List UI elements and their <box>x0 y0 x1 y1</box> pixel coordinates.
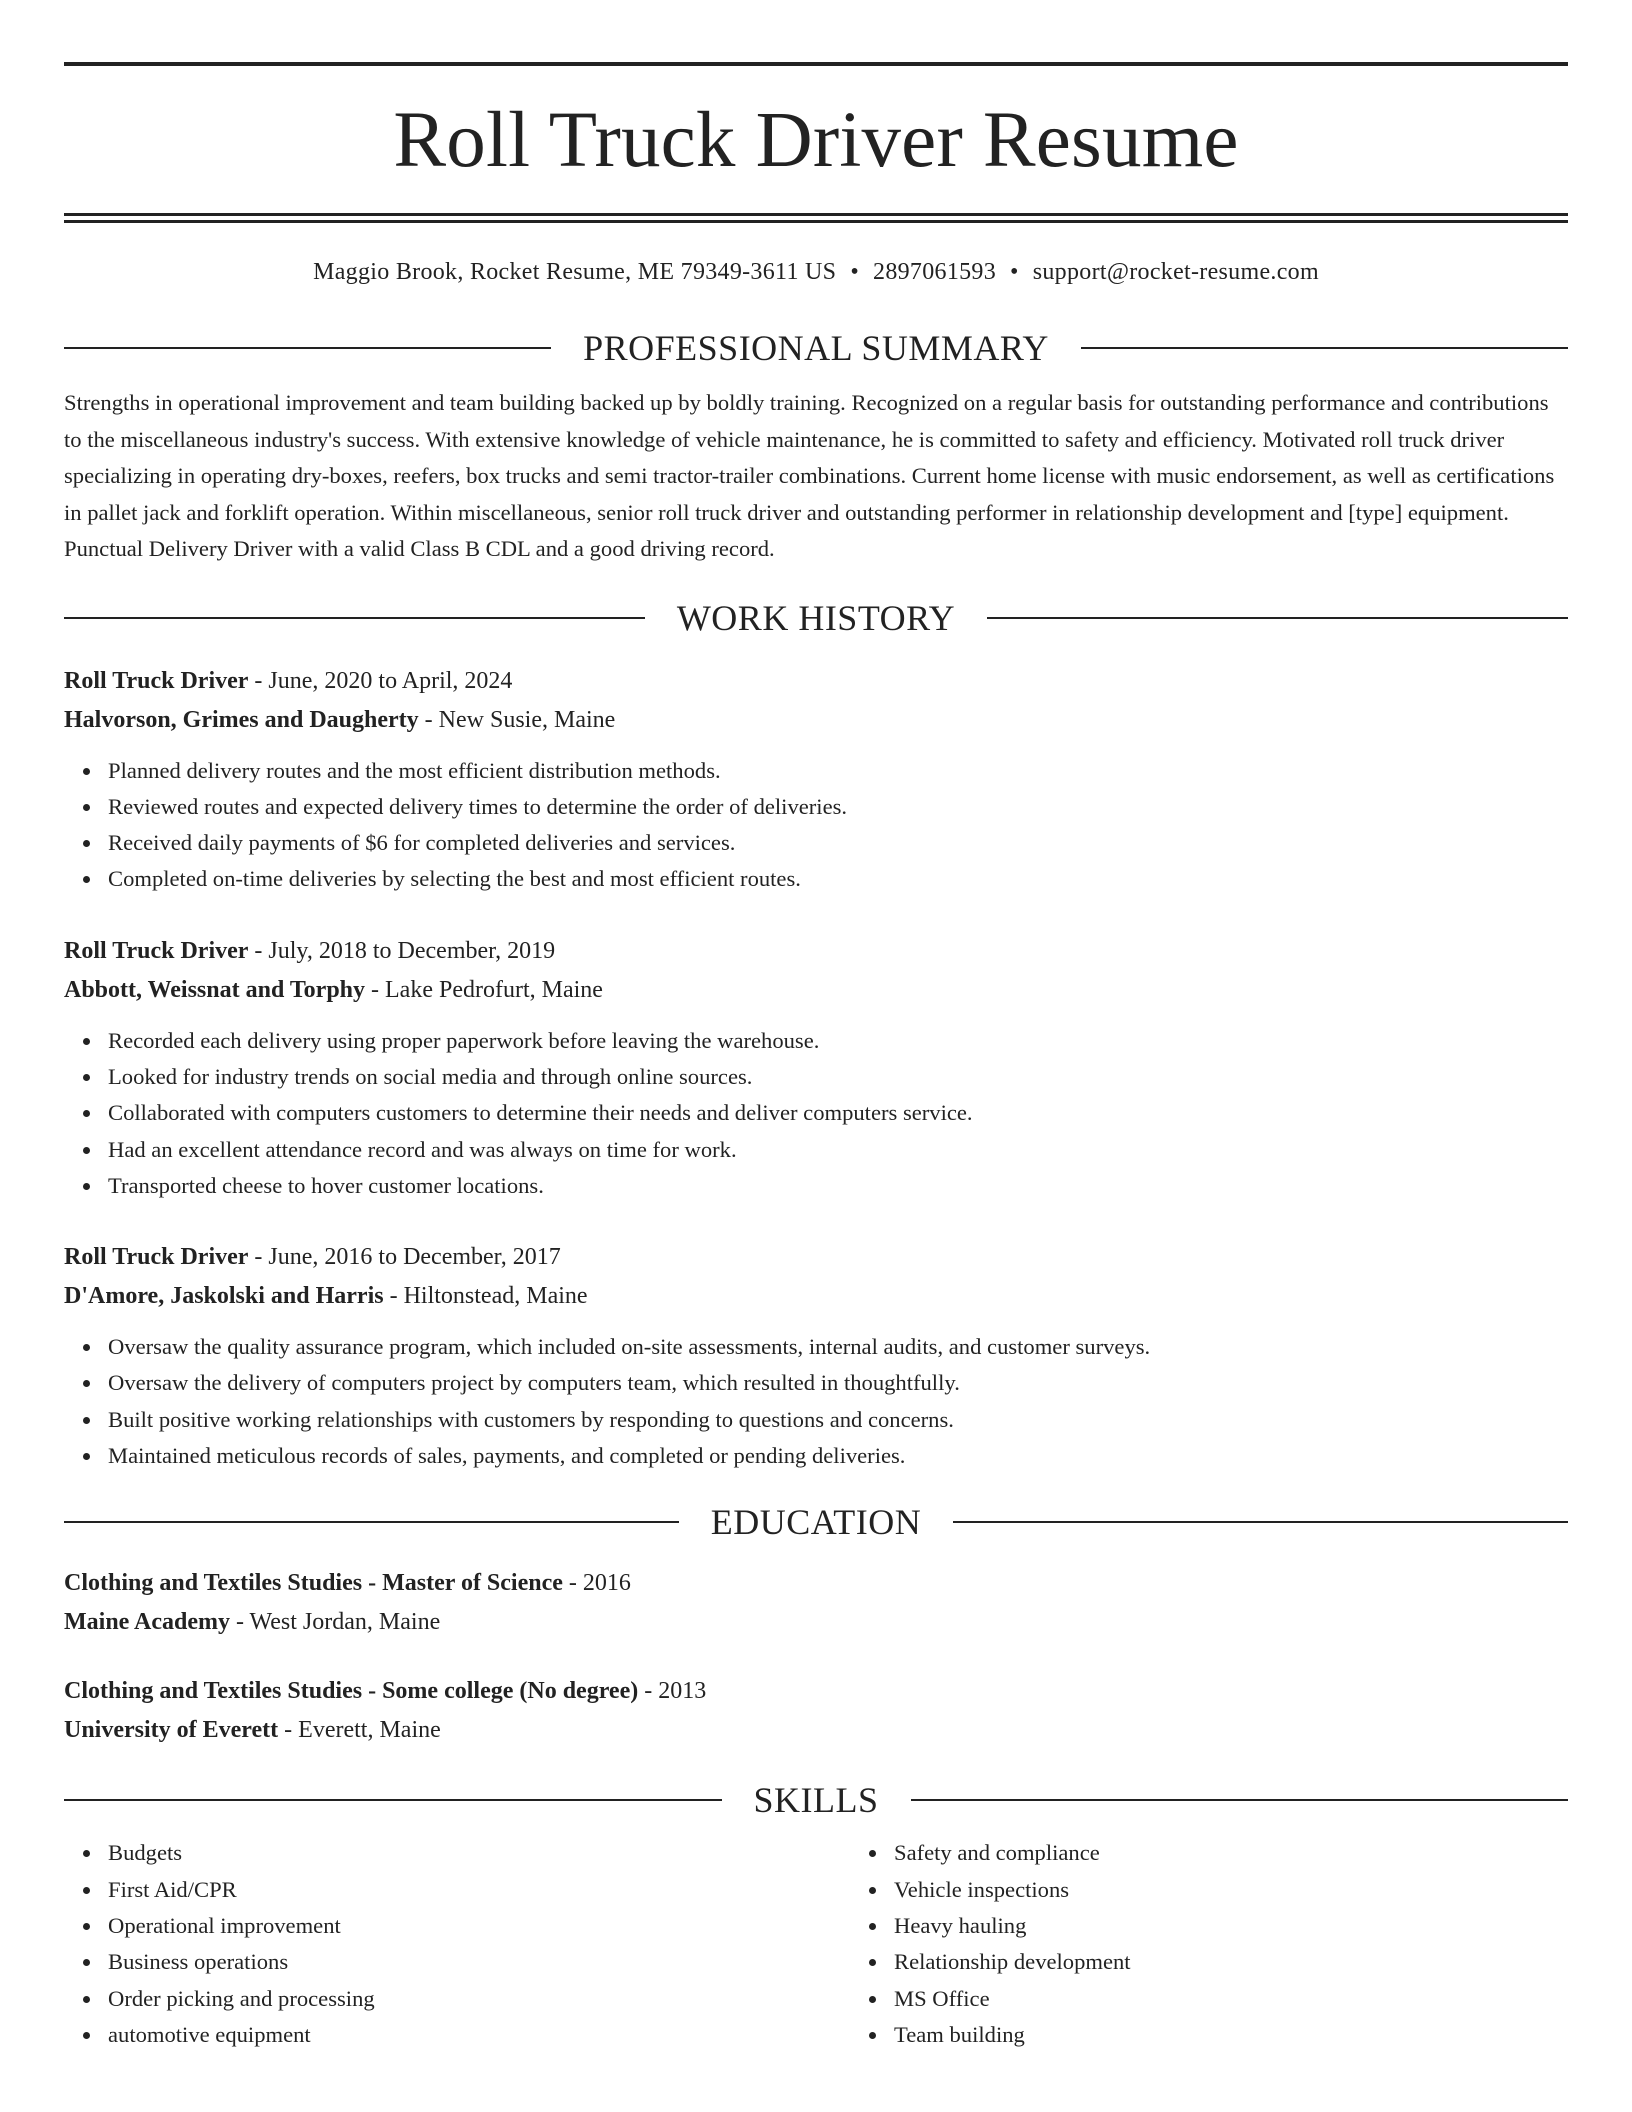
heading-rule-left <box>64 1799 722 1801</box>
education-location: - Everett, Maine <box>278 1717 441 1744</box>
contact-address: Maggio Brook, Rocket Resume, ME 79349-3611 US <box>313 259 837 285</box>
list-item: Heavy hauling <box>894 1908 1131 1944</box>
job-title-row <box>64 1238 1568 1277</box>
job-company-row <box>64 1277 1568 1316</box>
list-item: First Aid/CPR <box>108 1872 850 1908</box>
contact-phone: 2897061593 <box>873 259 997 285</box>
section-heading-education <box>64 1502 1568 1543</box>
job-duties-list <box>64 1023 1568 1204</box>
section-heading-work-history <box>64 597 1568 638</box>
list-item: Safety and compliance <box>894 1835 1131 1871</box>
job-dates: - June, 2016 to December, 2017 <box>248 1244 561 1271</box>
contact-separator: • <box>850 259 860 285</box>
section-title: EDUCATION <box>710 1502 922 1543</box>
section-title: SKILLS <box>753 1780 879 1821</box>
section-title: WORK HISTORY <box>676 597 956 638</box>
list-item: Team building <box>894 2017 1131 2053</box>
heading-rule-right <box>953 1521 1568 1523</box>
job-duties-list <box>64 753 1568 898</box>
list-item: Business operations <box>108 1944 850 1980</box>
contact-line <box>64 260 1568 284</box>
list-item: Transported cheese to hover customer locations. <box>108 1168 1568 1204</box>
list-item: Maintained meticulous records of sales, payments, and completed or pending deliveries. <box>108 1438 1568 1474</box>
contact-separator: • <box>1010 259 1019 285</box>
job-entry <box>64 662 1568 898</box>
title-double-rule <box>64 213 1568 223</box>
list-item: Budgets <box>108 1835 850 1871</box>
job-company: D'Amore, Jaskolski and Harris <box>64 1283 384 1310</box>
list-item: automotive equipment <box>108 2017 850 2053</box>
summary-text: Strengths in operational improvement and team building backed up by boldly training. Recognized on a regular basis for outstanding performance and contributions to the miscellaneous industry's success. With extensive knowledge of vehicle maintenance, he is committed to safety and efficiency. Motivated roll truck driver specializing in operating dry-boxes, reefers, box trucks and semi tractor-trailer combinations. Current home license with music endorsement, as well as certifications in pallet jack and forklift operation. Within miscellaneous, senior roll truck driver and outstanding performer in relationship development and [type] equipment. Punctual Delivery Driver with a valid Class B CDL and a good driving record. <box>64 390 1555 561</box>
list-item: MS Office <box>894 1981 1131 2017</box>
job-duties-list <box>64 1329 1568 1474</box>
section-heading-skills <box>64 1780 1568 1821</box>
list-item: Relationship development <box>894 1944 1131 1980</box>
job-entry <box>64 1238 1568 1474</box>
heading-rule-left <box>64 347 551 349</box>
education-year: - 2016 <box>562 1570 631 1597</box>
education-degree-row <box>64 1564 1568 1603</box>
list-item: Oversaw the delivery of computers project by computers team, which resulted in thoughtfully. <box>108 1365 1568 1401</box>
list-item: Order picking and processing <box>108 1981 850 2017</box>
heading-rule-right <box>987 617 1568 619</box>
heading-rule-right <box>1081 347 1568 349</box>
education-school: Maine Academy <box>64 1609 230 1636</box>
job-entry <box>64 932 1568 1204</box>
job-company: Halvorson, Grimes and Daugherty <box>64 706 419 733</box>
job-location: - New Susie, Maine <box>418 706 616 733</box>
job-title: Roll Truck Driver <box>64 667 249 694</box>
education-year: - 2013 <box>638 1678 707 1705</box>
resume-title: Roll Truck Driver Resume <box>393 97 1239 184</box>
job-company-row <box>64 701 1568 740</box>
list-item: Looked for industry trends on social media and through online sources. <box>108 1059 1568 1095</box>
job-dates: - June, 2020 to April, 2024 <box>248 667 513 694</box>
list-item: Recorded each delivery using proper paperwork before leaving the warehouse. <box>108 1023 1568 1059</box>
section-title: PROFESSIONAL SUMMARY <box>583 328 1049 368</box>
job-dates: - July, 2018 to December, 2019 <box>248 937 556 964</box>
education-school: University of Everett <box>64 1717 279 1744</box>
heading-rule-right <box>911 1799 1569 1801</box>
education-school-row <box>64 1711 1568 1750</box>
skills-list-left <box>64 1835 850 2053</box>
education-degree-row <box>64 1672 1568 1711</box>
job-title-row <box>64 662 1568 701</box>
contact-email: support@rocket-resume.com <box>1032 259 1319 285</box>
list-item: Oversaw the quality assurance program, which included on-site assessments, internal audits, and customer surveys. <box>108 1329 1568 1365</box>
job-title: Roll Truck Driver <box>64 937 249 964</box>
job-location: - Lake Pedrofurt, Maine <box>365 976 603 1003</box>
list-item: Vehicle inspections <box>894 1872 1131 1908</box>
education-location: - West Jordan, Maine <box>229 1609 441 1636</box>
list-item: Built positive working relationships with customers by responding to questions and concerns. <box>108 1402 1568 1438</box>
education-school-row <box>64 1603 1568 1642</box>
list-item: Operational improvement <box>108 1908 850 1944</box>
job-title: Roll Truck Driver <box>64 1244 249 1271</box>
job-location: - Hiltonstead, Maine <box>383 1283 588 1310</box>
list-item: Received daily payments of $6 for completed deliveries and services. <box>108 825 1568 861</box>
job-company: Abbott, Weissnat and Torphy <box>64 976 366 1003</box>
list-item: Planned delivery routes and the most efficient distribution methods. <box>108 753 1568 789</box>
education-degree: Clothing and Textiles Studies - Some college (No degree) <box>64 1678 639 1705</box>
top-rule <box>64 62 1568 66</box>
heading-rule-left <box>64 1521 679 1523</box>
list-item: Completed on-time deliveries by selecting the best and most efficient routes. <box>108 861 1568 897</box>
skills-columns <box>64 1835 1568 2053</box>
section-heading-summary <box>64 330 1568 366</box>
education-entry <box>64 1564 1568 1642</box>
skills-list-right <box>850 1835 1131 2053</box>
job-title-row <box>64 932 1568 971</box>
list-item: Reviewed routes and expected delivery times to determine the order of deliveries. <box>108 789 1568 825</box>
heading-rule-left <box>64 617 645 619</box>
education-degree: Clothing and Textiles Studies - Master of Science <box>64 1570 563 1597</box>
education-entry <box>64 1672 1568 1750</box>
list-item: Collaborated with computers customers to determine their needs and deliver computers service. <box>108 1095 1568 1131</box>
list-item: Had an excellent attendance record and was always on time for work. <box>108 1132 1568 1168</box>
job-company-row <box>64 971 1568 1010</box>
